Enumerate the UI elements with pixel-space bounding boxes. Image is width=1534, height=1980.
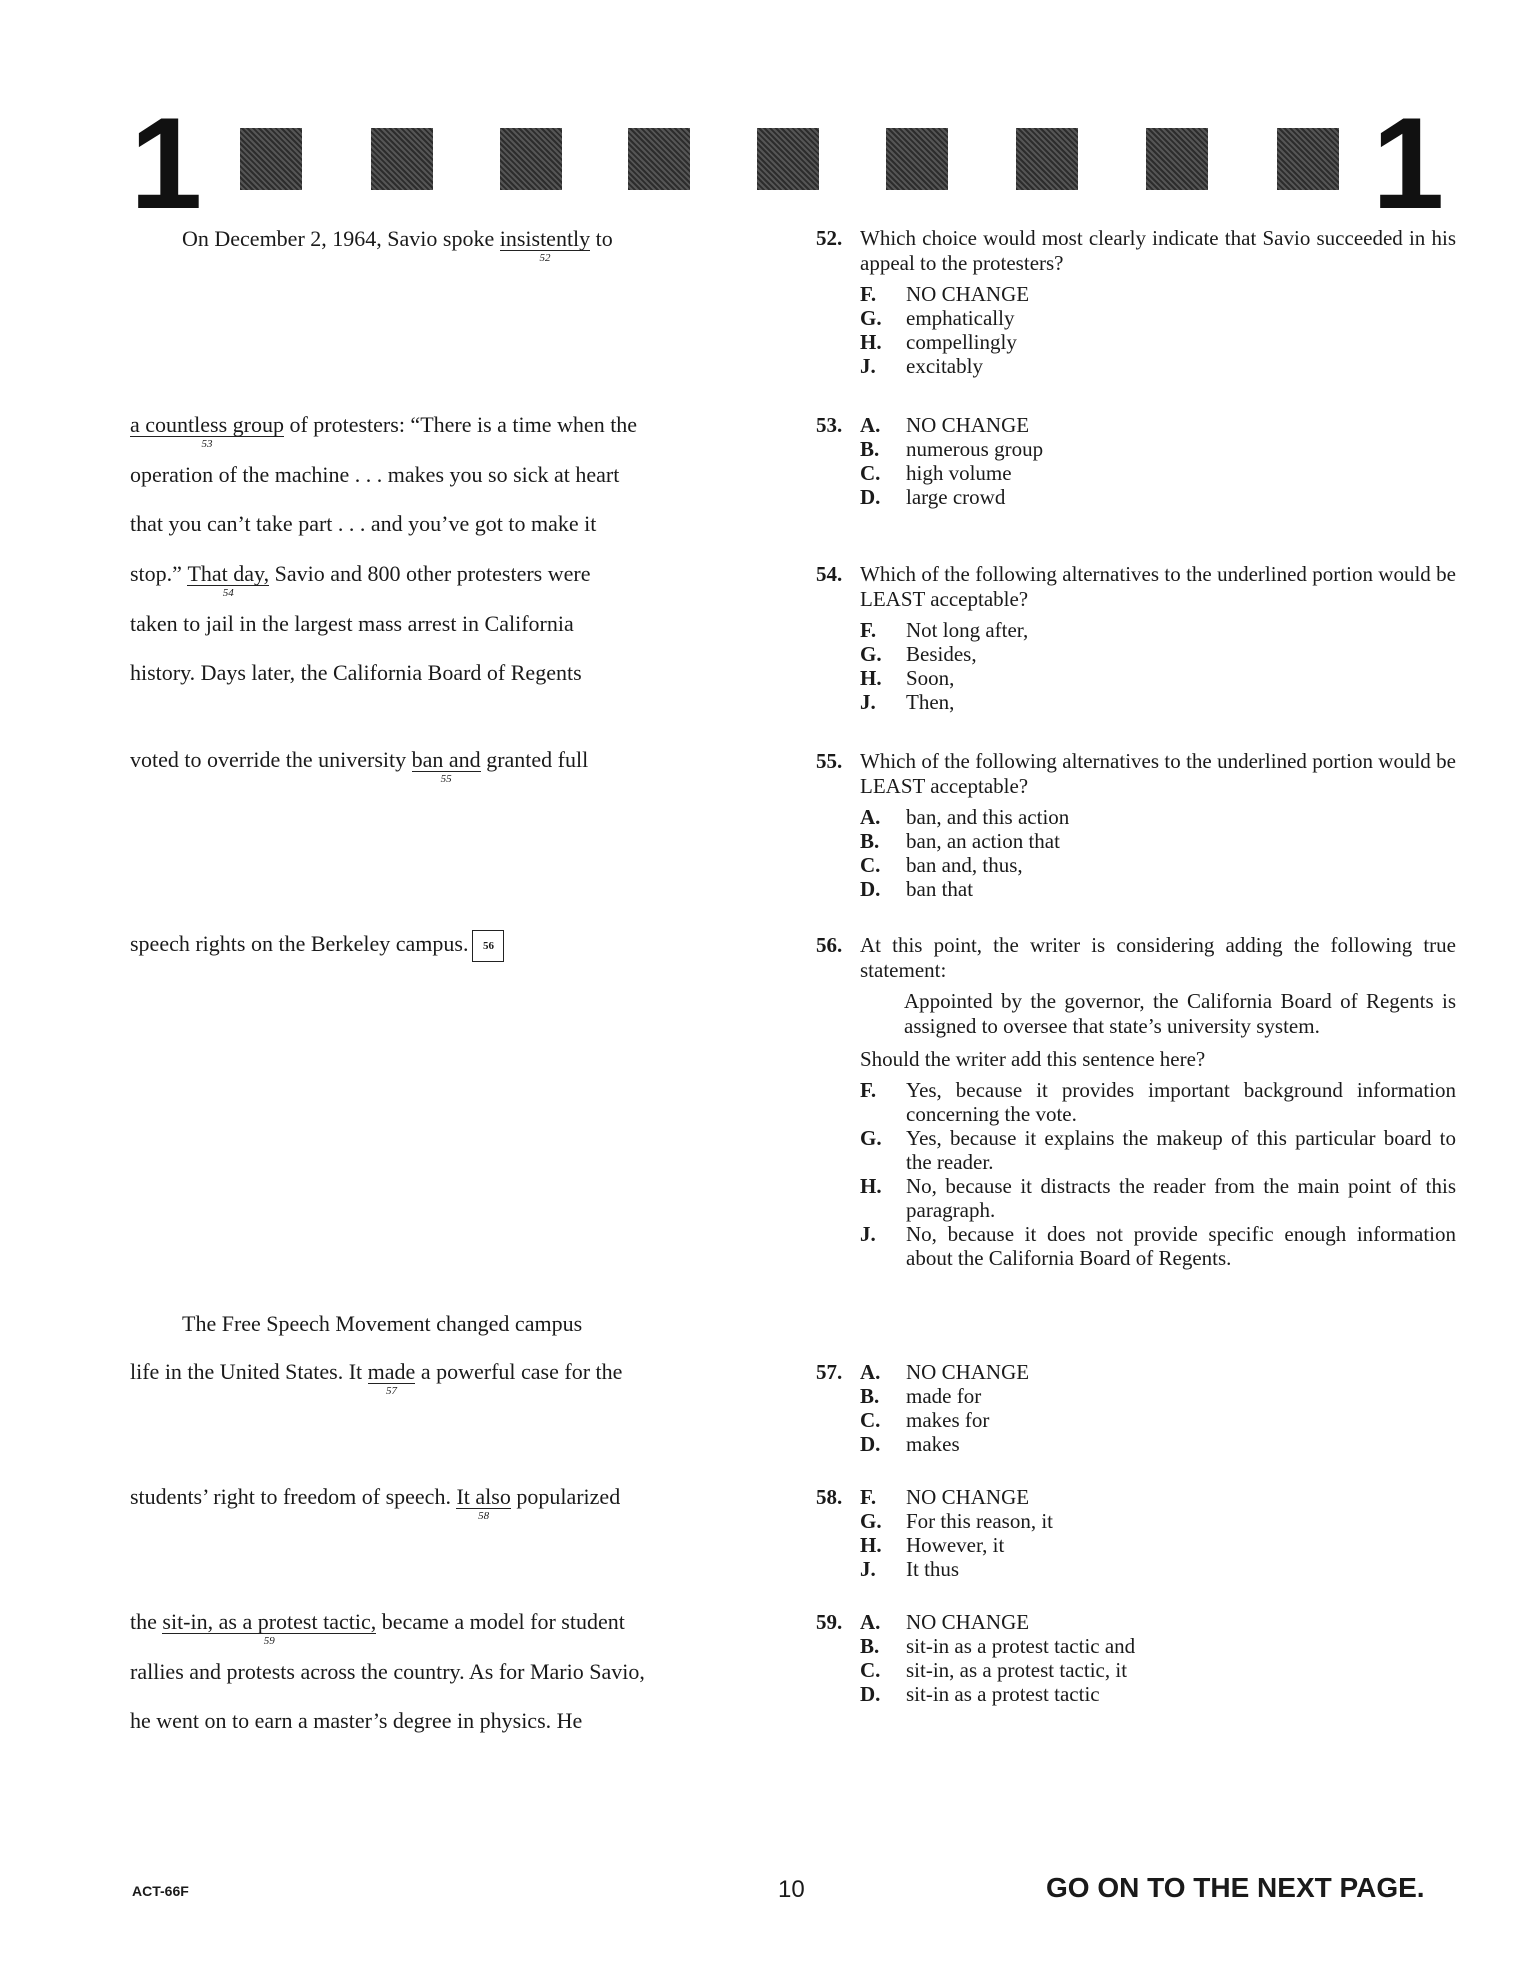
question-ref-55: 55 bbox=[440, 773, 452, 785]
question-ref-53: 53 bbox=[201, 438, 213, 450]
section-number-left: 1 bbox=[130, 90, 203, 236]
answer-option[interactable]: G. For this reason, it bbox=[860, 1509, 1053, 1533]
header-square bbox=[1277, 128, 1339, 190]
underlined-portion-55: ban and 55 bbox=[411, 747, 481, 785]
passage-line: On December 2, 1964, Savio spoke insistently 52 to bbox=[182, 226, 613, 264]
answer-option[interactable]: G. Besides, bbox=[860, 642, 977, 666]
question-57 bbox=[816, 1360, 1456, 1456]
answer-option[interactable]: 58. F. NO CHANGE bbox=[816, 1485, 1030, 1509]
answer-option[interactable]: 59. A. NO CHANGE bbox=[816, 1610, 1030, 1634]
answer-option[interactable]: D. large crowd bbox=[860, 485, 1006, 509]
answer-option[interactable]: D. makes bbox=[860, 1432, 960, 1456]
question-ref-52: 52 bbox=[539, 252, 551, 264]
question-55: 55. Which of the following alternatives to the underlined portion would be LEAST acceptable? A. ban, and this action B. ban, an action that C. ban and, thus, D. ban that bbox=[816, 749, 1456, 901]
question-52: 52. Which choice would most clearly indicate that Savio succeeded in his appeal to the protesters? F. NO CHANGE G. emphatically H. compellingly J. excitably bbox=[816, 226, 1456, 378]
answer-option[interactable]: C. makes for bbox=[860, 1408, 990, 1432]
question-ref-57: 57 bbox=[386, 1385, 397, 1397]
answer-option[interactable]: C. ban and, thus, bbox=[860, 853, 1023, 877]
underlined-portion-58: It also 58 bbox=[456, 1484, 511, 1522]
answer-option[interactable]: H. compellingly bbox=[860, 330, 1017, 354]
answer-option[interactable]: A. ban, and this action bbox=[860, 805, 1070, 829]
passage-line: rallies and protests across the country. As for Mario Savio, bbox=[130, 1659, 645, 1684]
header-square bbox=[628, 128, 690, 190]
passage-line: he went on to earn a master’s degree in physics. He bbox=[130, 1708, 583, 1733]
passage-line: stop.” That day, 54 Savio and 800 other protesters were bbox=[130, 561, 591, 599]
page-number: 10 bbox=[778, 1876, 805, 1903]
answer-option[interactable]: B. made for bbox=[860, 1384, 982, 1408]
question-ref-59: 59 bbox=[263, 1635, 275, 1647]
answer-option[interactable]: J. No, because it does not provide specific enough information about the California Board of Regents. bbox=[860, 1222, 1456, 1270]
answer-option[interactable]: 57. A. NO CHANGE bbox=[816, 1360, 1030, 1384]
header-square bbox=[886, 128, 948, 190]
answer-option[interactable]: J. excitably bbox=[860, 354, 983, 378]
proposed-statement: Appointed by the governor, the California Board of Regents is assigned to oversee that state’s university system. bbox=[904, 989, 1456, 1038]
answer-option[interactable]: D. sit-in as a protest tactic bbox=[860, 1682, 1100, 1706]
header-square bbox=[1016, 128, 1078, 190]
passage-line: operation of the machine . . . makes you so sick at heart bbox=[130, 462, 620, 487]
underlined-portion-59: sit-in, as a protest tactic, 59 bbox=[162, 1609, 377, 1647]
answer-option[interactable]: C. sit-in, as a protest tactic, it bbox=[860, 1658, 1128, 1682]
header-square bbox=[757, 128, 819, 190]
passage-line: voted to override the university ban and 55 granted full bbox=[130, 747, 589, 785]
question-56: 56. At this point, the writer is considering adding the following true statement: Appointed by the governor, the California Board of Regents is assigned to oversee that state’s university system. Should the writer add this sentence here? F. Yes, because it provides important background information concerning the vote. G. Yes, because it explains the makeup of this particular board to the reader. H. No, because it distracts the reader from the main point of this paragraph. J. No, because it does not provide specific enough information about the California Board of Regents. bbox=[816, 933, 1456, 1270]
question-58 bbox=[816, 1485, 1456, 1581]
answer-option[interactable]: B. ban, an action that bbox=[860, 829, 1060, 853]
answer-option[interactable]: G. Yes, because it explains the makeup of this particular board to the reader. bbox=[860, 1126, 1456, 1174]
section-number-right: 1 bbox=[1372, 90, 1445, 236]
passage-line: speech rights on the Berkeley campus. 56 bbox=[130, 930, 504, 962]
answer-option[interactable]: D. ban that bbox=[860, 877, 974, 901]
question-54: 54. Which of the following alternatives to the underlined portion would be LEAST acceptable? F. Not long after, G. Besides, H. Soon, J. Then, bbox=[816, 562, 1456, 714]
answer-option[interactable]: F. NO CHANGE bbox=[860, 282, 1030, 306]
passage-line: a countless group 53 of protesters: “There is a time when the bbox=[130, 412, 638, 450]
question-prompt: Should the writer add this sentence here? bbox=[860, 1047, 1206, 1071]
header-square bbox=[240, 128, 302, 190]
passage-line: taken to jail in the largest mass arrest in California bbox=[130, 611, 574, 636]
header-square bbox=[1146, 128, 1208, 190]
answer-option[interactable]: F. Yes, because it provides important background information concerning the vote. bbox=[860, 1078, 1456, 1126]
passage-line: students’ right to freedom of speech. It also 58 popularized bbox=[130, 1484, 621, 1522]
question-ref-58: 58 bbox=[478, 1510, 490, 1522]
answer-option[interactable]: J. It thus bbox=[860, 1557, 960, 1581]
underlined-portion-53: a countless group 53 bbox=[130, 412, 284, 450]
passage-line: life in the United States. It made 57 a powerful case for the bbox=[130, 1359, 623, 1397]
underlined-portion-54: That day, 54 bbox=[187, 561, 270, 599]
answer-option[interactable]: H. Soon, bbox=[860, 666, 955, 690]
question-53 bbox=[816, 413, 1456, 509]
question-box-56: 56 bbox=[472, 930, 504, 962]
question-59 bbox=[816, 1610, 1456, 1706]
passage-line: history. Days later, the California Board of Regents bbox=[130, 660, 582, 685]
underlined-portion-57: made 57 bbox=[367, 1359, 416, 1397]
answer-option[interactable]: 53. A. NO CHANGE bbox=[816, 413, 1030, 437]
question-ref-54: 54 bbox=[222, 587, 234, 599]
form-code: ACT-66F bbox=[132, 1883, 189, 1899]
passage-line: The Free Speech Movement changed campus bbox=[182, 1311, 583, 1336]
header-square bbox=[500, 128, 562, 190]
answer-option[interactable]: G. emphatically bbox=[860, 306, 1015, 330]
answer-option[interactable]: H. However, it bbox=[860, 1533, 1005, 1557]
underlined-portion-52: insistently 52 bbox=[499, 226, 591, 264]
header-square bbox=[371, 128, 433, 190]
passage-line: that you can’t take part . . . and you’ve got to make it bbox=[130, 511, 597, 536]
answer-option[interactable]: J. Then, bbox=[860, 690, 955, 714]
answer-option[interactable]: B. numerous group bbox=[860, 437, 1044, 461]
passage-line: the sit-in, as a protest tactic, 59 became a model for student bbox=[130, 1609, 625, 1647]
next-page-notice: GO ON TO THE NEXT PAGE. bbox=[1046, 1872, 1425, 1903]
answer-option[interactable]: H. No, because it distracts the reader from the main point of this paragraph. bbox=[860, 1174, 1456, 1222]
answer-option[interactable]: F. Not long after, bbox=[860, 618, 1029, 642]
answer-option[interactable]: B. sit-in as a protest tactic and bbox=[860, 1634, 1136, 1658]
answer-option[interactable]: C. high volume bbox=[860, 461, 1012, 485]
